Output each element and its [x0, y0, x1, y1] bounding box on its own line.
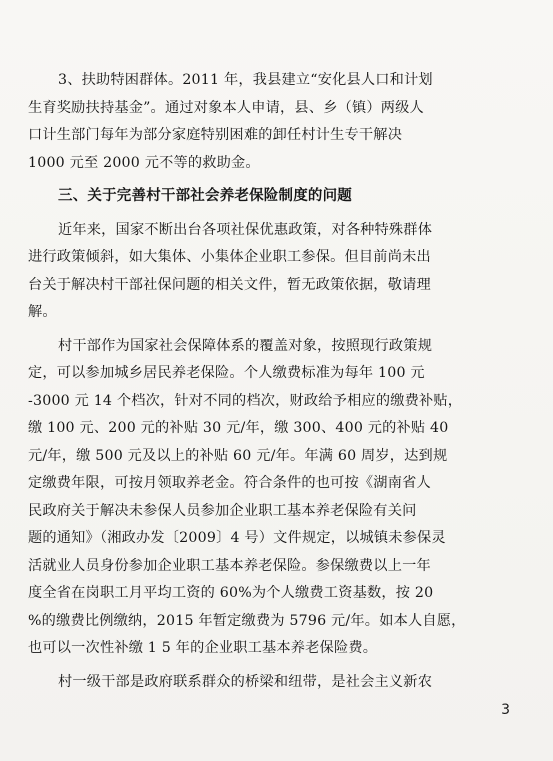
text-line: 生育奖励扶持基金”。通过对象本人申请，县、乡（镇）两级人: [28, 99, 424, 116]
text-line: 3、扶助特困群体。2011 年，我县建立“安化县人口和计划: [58, 72, 433, 88]
paragraph-pension-details: [28, 333, 526, 663]
text-line: 活就业人员身份参加企业职工基本养老保险。参保缴费以上一年: [28, 557, 431, 574]
text-line: 定，可以参加城乡居民养老保险。个人缴费标准为每年 100 元: [28, 365, 425, 381]
page-number: 3: [501, 702, 510, 718]
text-line: -3000 元 14 个档次，针对不同的档次，财政给予相应的缴费补贴，: [28, 392, 463, 409]
text-line: 缴 100 元、200 元的补贴 30 元/年，缴 300、400 元的补贴 40: [28, 420, 449, 436]
paragraph-village-cadres-role: [28, 669, 526, 697]
document-body: [28, 67, 526, 696]
text-line: 元/年，缴 500 元及以上的补贴 60 元/年。年满 60 周岁，达到规: [28, 447, 448, 464]
text-line: 村干部作为国家社会保障体系的覆盖对象，按照现行政策规: [58, 337, 433, 354]
text-line: 台关于解决村干部社保问题的相关文件，暂无政策依据，敬请理: [28, 276, 431, 293]
text-line: 度全省在岗职工月平均工资的 60%为个人缴费工资基数，按 20: [28, 585, 434, 601]
text-line: 口计生部门每年为部分家庭特别困难的卸任村计生专干解决: [28, 127, 403, 143]
text-line: 村一级干部是政府联系群众的桥梁和纽带，是社会主义新农: [58, 673, 433, 690]
text-line: 民政府关于解决未参保人员参加企业职工基本养老保险有关问: [28, 502, 417, 519]
text-line: 进行政策倾斜，如大集体、小集体企业职工参保。但目前尚未出: [28, 249, 431, 265]
text-line: 1000 元至 2000 元不等的救助金。: [28, 154, 260, 171]
paragraph-support-vulnerable-groups: [28, 67, 526, 177]
paragraph-policy-background: [28, 217, 526, 327]
text-line: 近年来，国家不断出台各项社保优惠政策，对各种特殊群体: [58, 221, 433, 238]
text-line: 题的通知》（湘政办发〔2009〕4 号）文件规定，以城镇未参保灵: [28, 530, 446, 546]
text-line: %的缴费比例缴纳，2015 年暂定缴费为 5796 元/年。如本人自愿，: [28, 612, 466, 629]
text-line: 也可以一次性补缴 1 5 年的企业职工基本养老保险费。: [28, 640, 378, 656]
text-line: 定缴费年限，可按月领取养老金。符合条件的也可按《湖南省人: [28, 475, 431, 491]
text-line: 解。: [28, 304, 57, 320]
section-heading: 三、关于完善村干部社会养老保险制度的问题: [58, 188, 352, 204]
